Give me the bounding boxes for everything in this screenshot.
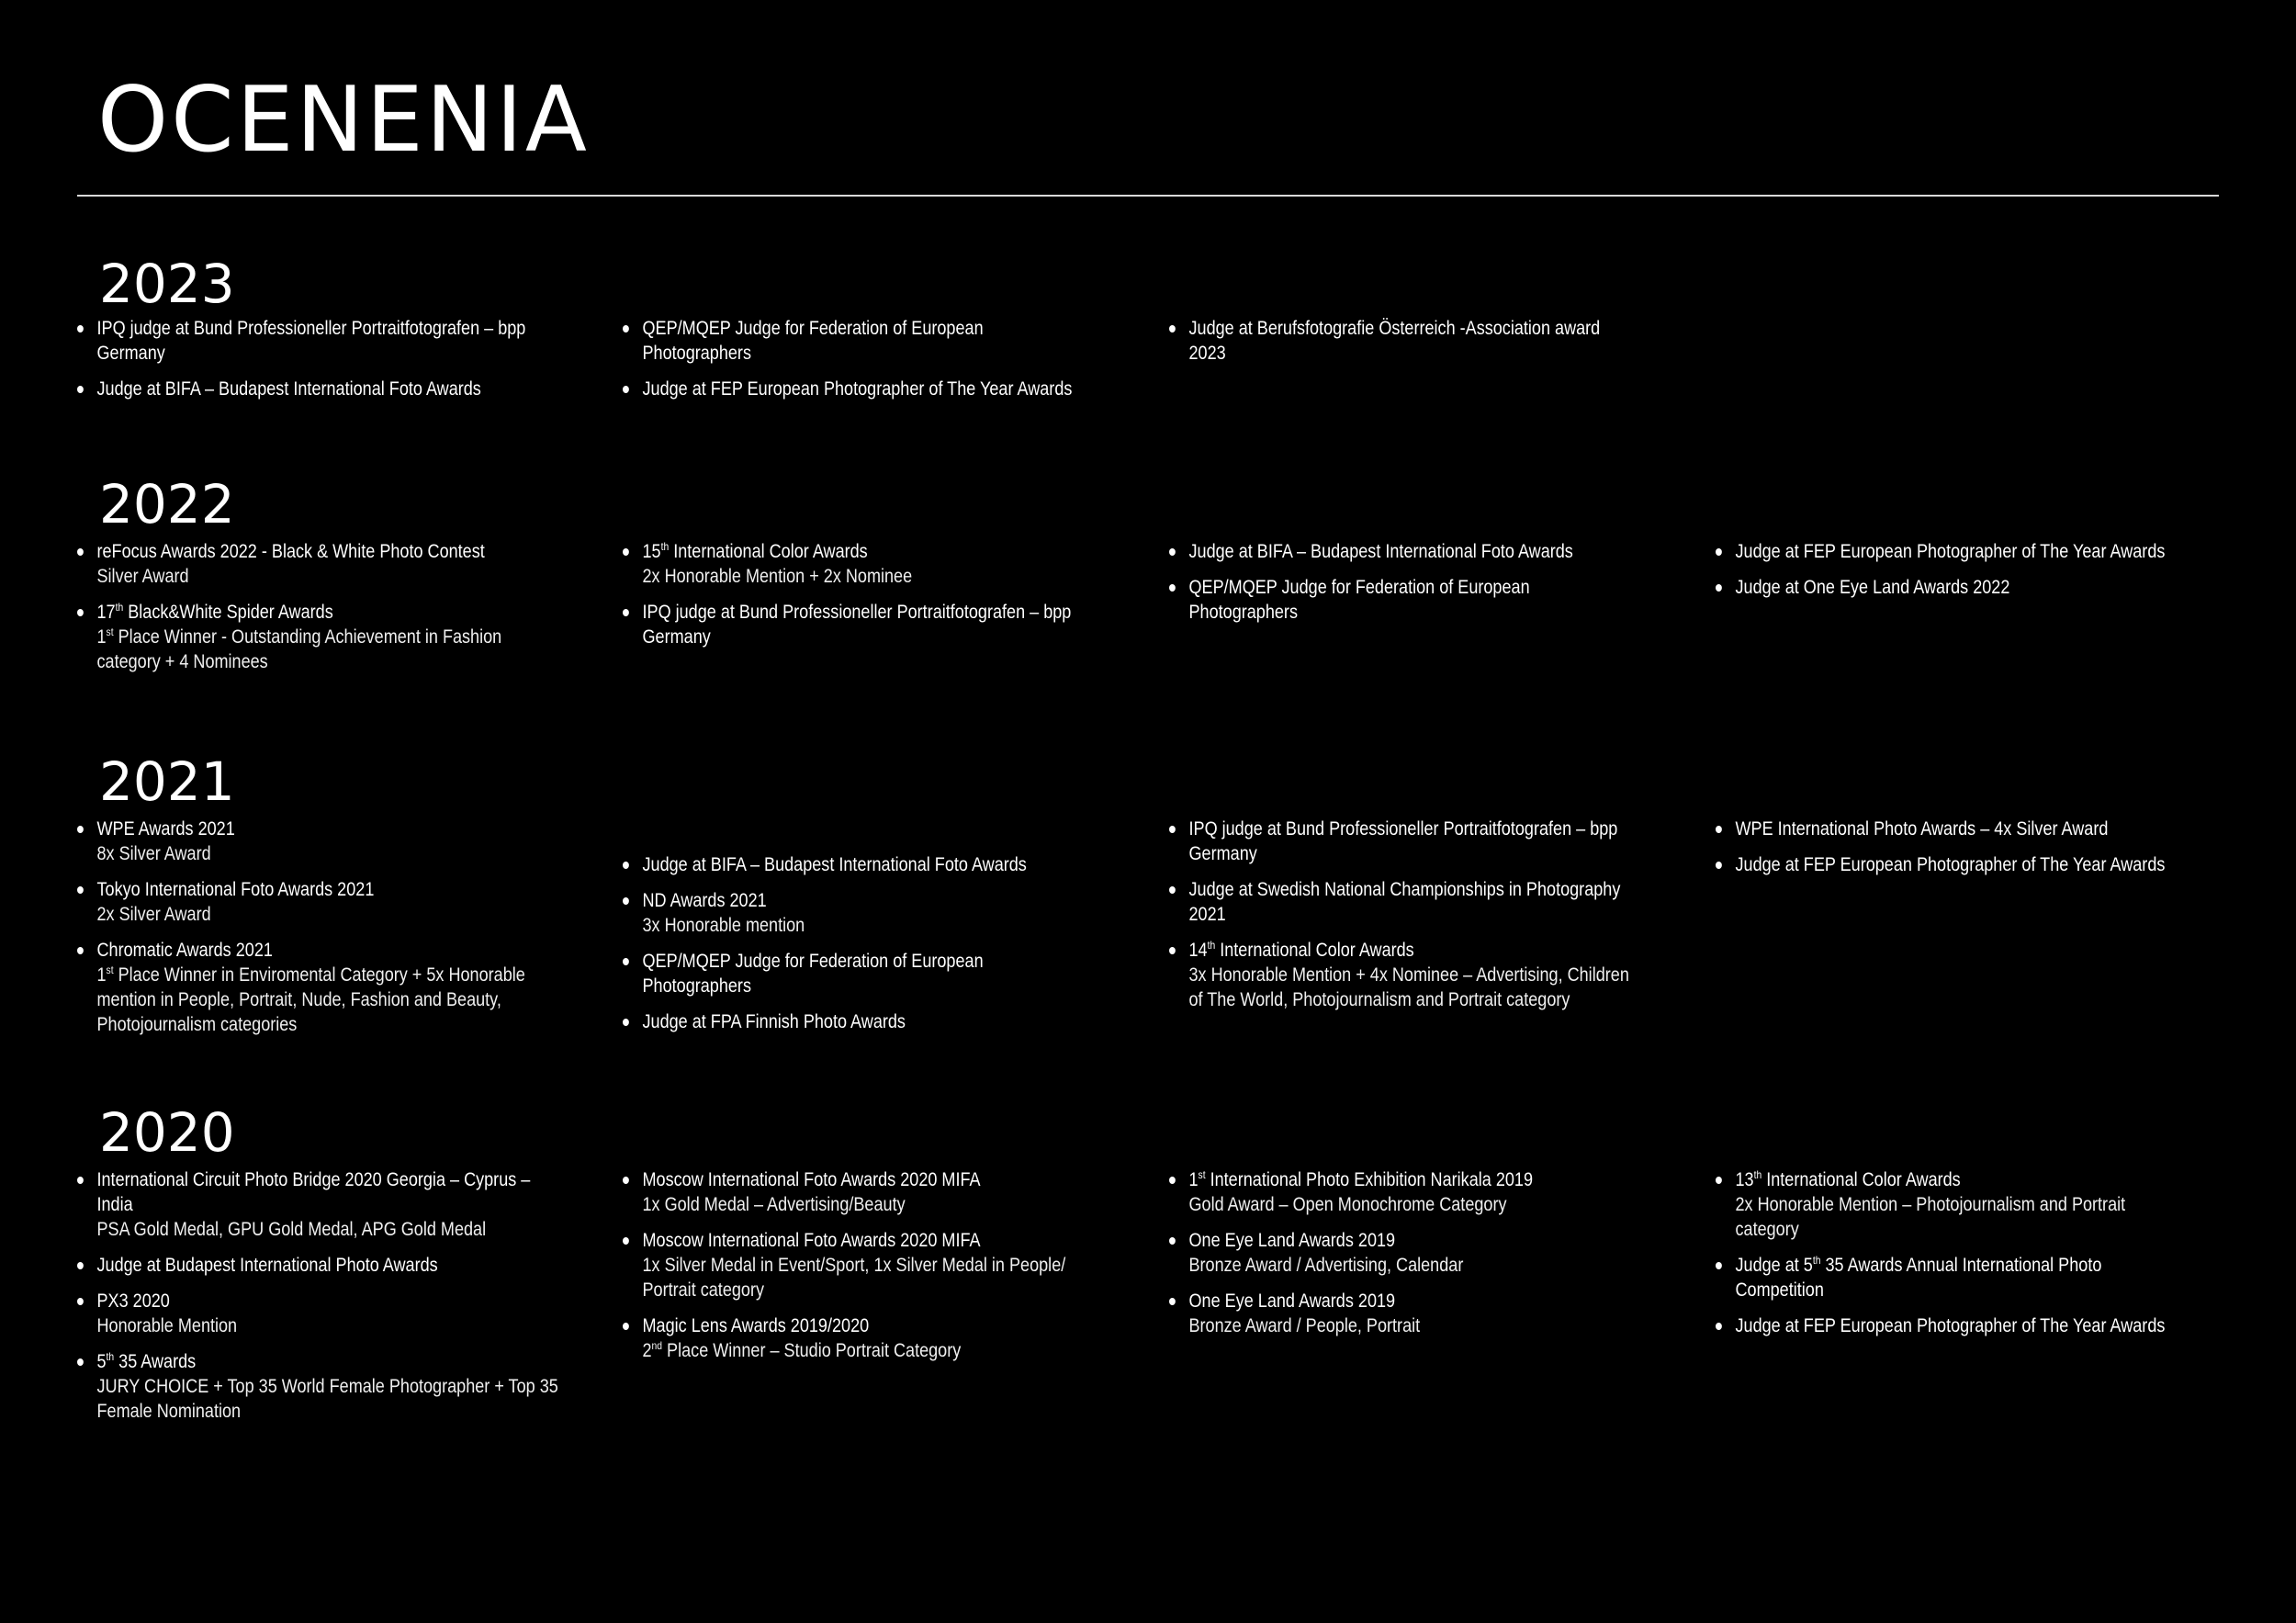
award-title-prefix: Judge at 5	[1735, 1255, 1813, 1276]
award-title	[97, 539, 571, 564]
bullet-icon	[1169, 826, 1176, 833]
award-detail	[1736, 1192, 2210, 1217]
bullet-icon	[77, 886, 84, 894]
award-title	[643, 852, 1117, 877]
award-title-text: International Photo Exhibition Narikala 2019	[1205, 1169, 1534, 1190]
award-list-item	[1716, 1253, 2210, 1302]
award-title	[643, 1228, 1117, 1253]
award-title	[1736, 1253, 2210, 1278]
award-title	[97, 316, 571, 341]
award-detail-text: 2x Honorable Mention + 2x Nominee	[642, 566, 913, 587]
bullet-icon	[1716, 548, 1722, 556]
award-list-item	[77, 938, 571, 1037]
award-title-text: Judge at BIFA – Budapest International Foto Awards	[96, 378, 481, 400]
bullet-icon	[77, 1262, 84, 1269]
award-detail-cont-text: mention in People, Portrait, Nude, Fashion and Beauty,	[96, 989, 501, 1010]
award-detail-text: 2x Honorable Mention – Photojournalism and Portrait	[1735, 1194, 2126, 1215]
award-title	[1189, 575, 1663, 600]
bullet-icon	[623, 386, 629, 393]
award-column	[1169, 539, 1656, 636]
award-title-cont	[1189, 600, 1663, 625]
award-detail-text: Silver Award	[96, 566, 189, 587]
bullet-icon	[77, 1177, 84, 1184]
award-detail-cont-text: category	[1735, 1219, 1799, 1240]
award-detail	[643, 1192, 1117, 1217]
award-detail-superscript: st	[106, 626, 114, 638]
bullet-icon	[1169, 886, 1176, 894]
award-list-item	[77, 1289, 571, 1338]
award-title	[1189, 539, 1663, 564]
year-heading: 2020	[99, 1101, 235, 1164]
award-title-cont	[643, 625, 1117, 649]
award-title	[643, 600, 1117, 625]
award-title-superscript: th	[115, 601, 124, 614]
bullet-icon	[623, 1177, 629, 1184]
award-list-item	[1169, 877, 1663, 927]
award-title-text: Judge at Swedish National Championships in Photography	[1188, 879, 1621, 900]
year-heading: 2022	[99, 473, 235, 535]
award-detail-prefix: 2	[642, 1340, 652, 1361]
title-divider	[77, 195, 2219, 197]
award-list-item	[623, 316, 1117, 366]
bullet-icon	[77, 1358, 84, 1366]
award-detail-cont	[97, 1012, 571, 1037]
award-title-cont-text: Germany	[96, 343, 165, 364]
award-detail	[643, 1253, 1117, 1278]
award-list-item	[623, 1228, 1117, 1302]
award-title-text: IPQ judge at Bund Professioneller Portraitfotografen – bpp	[96, 318, 526, 339]
award-title-cont-text: 2023	[1188, 343, 1226, 364]
award-title-text: WPE Awards 2021	[96, 818, 235, 840]
award-title	[97, 377, 571, 401]
award-column	[623, 316, 1109, 412]
award-column	[1716, 539, 2202, 611]
award-title-text: WPE International Photo Awards – 4x Silver Award	[1735, 818, 2109, 840]
award-detail	[97, 1217, 571, 1242]
award-detail	[97, 564, 571, 589]
bullet-icon	[623, 1237, 629, 1245]
award-title-cont-text: 2021	[1188, 904, 1226, 925]
award-detail-cont-text: Female Nomination	[96, 1401, 242, 1422]
award-detail-text: 8x Silver Award	[96, 843, 211, 864]
award-list-item	[1169, 539, 1663, 564]
award-title-text: One Eye Land Awards 2019	[1188, 1230, 1396, 1251]
award-title-prefix: 13	[1735, 1169, 1754, 1190]
award-detail-cont-text: Photojournalism categories	[96, 1014, 298, 1035]
award-title-text: Judge at FEP European Photographer of The Year Awards	[1735, 854, 2166, 875]
bullet-icon	[77, 947, 84, 954]
award-column	[1716, 817, 2202, 888]
award-detail	[643, 1338, 1117, 1363]
bullet-icon	[623, 1323, 629, 1330]
bullet-icon	[1716, 1262, 1722, 1269]
award-column	[77, 1167, 564, 1435]
award-list-item	[623, 852, 1117, 877]
award-list-item	[77, 1253, 571, 1278]
award-title-text: 35 Awards Annual International Photo	[1820, 1255, 2102, 1276]
award-title	[1736, 817, 2210, 841]
award-detail-superscript: st	[106, 964, 114, 976]
award-detail	[1189, 1313, 1663, 1338]
award-list-item	[1169, 1167, 1663, 1217]
bullet-icon	[623, 958, 629, 965]
award-title	[643, 888, 1117, 913]
award-title	[1189, 877, 1663, 902]
award-title-cont	[1189, 841, 1663, 866]
award-title	[97, 938, 571, 963]
award-title	[643, 539, 1117, 564]
award-detail-cont-text: category + 4 Nominees	[96, 651, 268, 672]
award-title-text: Judge at FEP European Photographer of The Year Awards	[1735, 1315, 2166, 1336]
award-title-text: IPQ judge at Bund Professioneller Portraitfotografen – bpp	[642, 602, 1072, 623]
award-title	[1736, 539, 2210, 564]
award-title-text: IPQ judge at Bund Professioneller Portraitfotografen – bpp	[1188, 818, 1618, 840]
award-list-item	[1716, 852, 2210, 877]
bullet-icon	[623, 1019, 629, 1026]
award-detail	[97, 963, 571, 987]
award-list-item	[623, 949, 1117, 998]
award-title-text: Judge at One Eye Land Awards 2022	[1735, 577, 2010, 598]
award-column	[623, 1167, 1109, 1374]
award-title-cont-text: Photographers	[642, 975, 751, 997]
award-list-item	[77, 877, 571, 927]
award-list-item	[1716, 539, 2210, 564]
award-list-item	[1169, 817, 1663, 866]
award-list-item	[77, 600, 571, 674]
award-title-text: QEP/MQEP Judge for Federation of European	[1188, 577, 1530, 598]
award-list-item	[77, 1167, 571, 1242]
award-title-text: Judge at FPA Finnish Photo Awards	[642, 1011, 906, 1032]
award-list-item	[1169, 316, 1663, 366]
award-list-item	[623, 600, 1117, 649]
award-detail-text: Honorable Mention	[96, 1315, 238, 1336]
award-title-text: PX3 2020	[96, 1291, 170, 1312]
bullet-icon	[77, 325, 84, 332]
award-list-item	[1169, 575, 1663, 625]
award-title	[643, 1167, 1117, 1192]
award-title-text: 35 Awards	[114, 1351, 197, 1372]
award-detail-cont	[97, 649, 571, 674]
award-list-item	[77, 817, 571, 866]
award-detail-text: PSA Gold Medal, GPU Gold Medal, APG Gold Medal	[96, 1219, 487, 1240]
award-list-item	[1716, 1167, 2210, 1242]
award-title-text: Magic Lens Awards 2019/2020	[642, 1315, 870, 1336]
award-title-text: Judge at FEP European Photographer of The Year Awards	[1735, 541, 2166, 562]
award-list-item	[77, 316, 571, 366]
award-list-item	[623, 539, 1117, 589]
award-detail-cont	[1736, 1217, 2210, 1242]
award-detail	[97, 902, 571, 927]
bullet-icon	[1716, 862, 1722, 869]
award-title-superscript: th	[660, 540, 670, 553]
bullet-icon	[623, 548, 629, 556]
award-detail-text: Place Winner - Outstanding Achievement in Fashion	[113, 626, 502, 648]
award-detail-text: Place Winner in Enviromental Category + 5x Honorable	[113, 964, 525, 986]
award-title-superscript: st	[1198, 1168, 1206, 1181]
award-detail-text: 2x Silver Award	[96, 904, 211, 925]
bullet-icon	[77, 1298, 84, 1305]
award-title	[643, 1009, 1117, 1034]
award-detail-text: 1x Gold Medal – Advertising/Beauty	[642, 1194, 906, 1215]
award-list-item	[1169, 1228, 1663, 1278]
award-title-text: Judge at BIFA – Budapest International Foto Awards	[642, 854, 1027, 875]
award-title-cont-text: Photographers	[1188, 602, 1298, 623]
bullet-icon	[1716, 584, 1722, 592]
bullet-icon	[623, 609, 629, 616]
award-detail-cont	[97, 987, 571, 1012]
award-detail-text: 1x Silver Medal in Event/Sport, 1x Silver Medal in People/	[642, 1255, 1066, 1276]
award-title-superscript: th	[1207, 939, 1216, 952]
award-detail-text: 3x Honorable mention	[642, 915, 805, 936]
award-title-prefix: 1	[1188, 1169, 1199, 1190]
award-list-item	[623, 1167, 1117, 1217]
award-title	[643, 949, 1117, 974]
bullet-icon	[623, 862, 629, 869]
award-title-text: Judge at Berufsfotografie Österreich -Association award	[1188, 318, 1601, 339]
award-title	[97, 600, 571, 625]
bullet-icon	[77, 609, 84, 616]
award-column	[77, 539, 564, 685]
award-title	[97, 817, 571, 841]
award-detail-cont	[643, 1278, 1117, 1302]
award-title	[643, 316, 1117, 341]
award-title-prefix: 17	[96, 602, 116, 623]
award-title	[1189, 316, 1663, 341]
page-title: OCENENIA	[97, 68, 590, 173]
award-title-superscript: th	[1753, 1168, 1762, 1181]
award-title-text: QEP/MQEP Judge for Federation of European	[642, 951, 984, 972]
award-detail	[1189, 1253, 1663, 1278]
year-heading: 2023	[99, 253, 235, 315]
bullet-icon	[623, 325, 629, 332]
bullet-icon	[77, 826, 84, 833]
award-detail	[643, 913, 1117, 938]
award-title-text: Black&White Spider Awards	[123, 602, 333, 623]
award-title-cont	[1736, 1278, 2210, 1302]
award-title-text: reFocus Awards 2022 - Black & White Photo Contest	[96, 541, 485, 562]
award-title	[97, 1289, 571, 1313]
award-list-item	[77, 377, 571, 401]
award-list-item	[77, 539, 571, 589]
award-title-prefix: 5	[96, 1351, 107, 1372]
award-list-item	[1716, 817, 2210, 841]
award-title-text: Moscow International Foto Awards 2020 MIFA	[642, 1169, 981, 1190]
award-title-text: International Color Awards	[669, 541, 868, 562]
award-column	[623, 539, 1109, 660]
award-detail-cont-text: of The World, Photojournalism and Portrait category	[1188, 989, 1570, 1010]
award-title-prefix: 15	[642, 541, 661, 562]
bullet-icon	[1169, 1298, 1176, 1305]
award-list-item	[623, 1009, 1117, 1034]
award-detail-cont	[97, 1399, 571, 1424]
award-title	[97, 1167, 571, 1192]
award-title	[97, 1253, 571, 1278]
award-detail	[1189, 1192, 1663, 1217]
award-title	[1736, 852, 2210, 877]
award-title-cont	[97, 341, 571, 366]
award-detail	[1189, 963, 1663, 987]
award-title-cont	[1189, 902, 1663, 927]
award-title-text: Moscow International Foto Awards 2020 MIFA	[642, 1230, 981, 1251]
award-list-item	[77, 1349, 571, 1424]
award-title-cont-text: Competition	[1735, 1279, 1824, 1301]
award-title-text: International Circuit Photo Bridge 2020 Georgia – Cyprus –	[96, 1169, 531, 1190]
award-column	[623, 852, 1109, 1045]
award-title	[643, 1313, 1117, 1338]
award-title	[97, 1349, 571, 1374]
award-detail-cont-text: Portrait category	[642, 1279, 765, 1301]
award-title-superscript: th	[1812, 1254, 1821, 1267]
award-detail	[643, 564, 1117, 589]
award-title	[643, 377, 1117, 401]
award-title-cont	[97, 1192, 571, 1217]
award-detail-text: Bronze Award / Advertising, Calendar	[1188, 1255, 1464, 1276]
award-detail-text: Bronze Award / People, Portrait	[1188, 1315, 1421, 1336]
award-column	[1169, 316, 1656, 377]
award-title	[1189, 817, 1663, 841]
award-title	[1736, 575, 2210, 600]
award-title-text: Judge at FEP European Photographer of The Year Awards	[642, 378, 1073, 400]
award-list-item	[623, 888, 1117, 938]
award-title-cont	[643, 974, 1117, 998]
award-title-cont	[1189, 341, 1663, 366]
award-title-text: QEP/MQEP Judge for Federation of European	[642, 318, 984, 339]
award-column	[77, 817, 564, 1048]
award-title-text: Chromatic Awards 2021	[96, 940, 273, 961]
award-detail-prefix: 1	[96, 964, 107, 986]
award-column	[1169, 817, 1656, 1023]
award-title-text: ND Awards 2021	[642, 890, 767, 911]
award-list-item	[1169, 938, 1663, 1012]
bullet-icon	[623, 897, 629, 905]
award-detail-prefix: 1	[96, 626, 107, 648]
bullet-icon	[77, 548, 84, 556]
award-list-item	[1716, 575, 2210, 600]
award-detail-cont	[1189, 987, 1663, 1012]
award-list-item	[1716, 1313, 2210, 1338]
award-detail	[97, 1313, 571, 1338]
award-detail	[97, 1374, 571, 1399]
bullet-icon	[1169, 548, 1176, 556]
award-title-text: Tokyo International Foto Awards 2021	[96, 879, 375, 900]
award-title	[1189, 938, 1663, 963]
award-title	[1189, 1289, 1663, 1313]
award-column	[1169, 1167, 1656, 1349]
award-title-text: International Color Awards	[1215, 940, 1414, 961]
award-title-prefix: 14	[1188, 940, 1208, 961]
award-title-cont-text: Germany	[642, 626, 711, 648]
bullet-icon	[1716, 1323, 1722, 1330]
award-detail-text: Gold Award – Open Monochrome Category	[1188, 1194, 1507, 1215]
award-title-cont-text: Photographers	[642, 343, 751, 364]
award-title	[1189, 1228, 1663, 1253]
bullet-icon	[1169, 1237, 1176, 1245]
bullet-icon	[1169, 947, 1176, 954]
year-heading: 2021	[99, 750, 235, 813]
award-title-text: One Eye Land Awards 2019	[1188, 1291, 1396, 1312]
award-title-cont-text: Germany	[1188, 843, 1257, 864]
award-list-item	[623, 377, 1117, 401]
bullet-icon	[77, 386, 84, 393]
award-title-superscript: th	[106, 1350, 115, 1363]
award-title	[1189, 1167, 1663, 1192]
award-list-item	[623, 1313, 1117, 1363]
award-detail	[97, 625, 571, 649]
award-detail-text: 3x Honorable Mention + 4x Nominee – Advertising, Children	[1188, 964, 1629, 986]
award-detail-text: JURY CHOICE + Top 35 World Female Photographer + Top 35	[96, 1376, 558, 1397]
bullet-icon	[1716, 1177, 1722, 1184]
award-title	[1736, 1313, 2210, 1338]
award-title	[97, 877, 571, 902]
award-detail-superscript: nd	[651, 1339, 663, 1352]
award-column	[1716, 1167, 2202, 1349]
award-title-text: Judge at BIFA – Budapest International Foto Awards	[1188, 541, 1573, 562]
bullet-icon	[1169, 584, 1176, 592]
bullet-icon	[1716, 826, 1722, 833]
award-detail	[97, 841, 571, 866]
award-detail-text: Place Winner – Studio Portrait Category	[662, 1340, 962, 1361]
award-title	[1736, 1167, 2210, 1192]
award-title-text: Judge at Budapest International Photo Awards	[96, 1255, 438, 1276]
award-title-cont	[643, 341, 1117, 366]
bullet-icon	[1169, 1177, 1176, 1184]
award-title-text: International Color Awards	[1761, 1169, 1961, 1190]
award-title-cont-text: India	[96, 1194, 133, 1215]
award-column	[77, 316, 564, 412]
bullet-icon	[1169, 325, 1176, 332]
award-list-item	[1169, 1289, 1663, 1338]
